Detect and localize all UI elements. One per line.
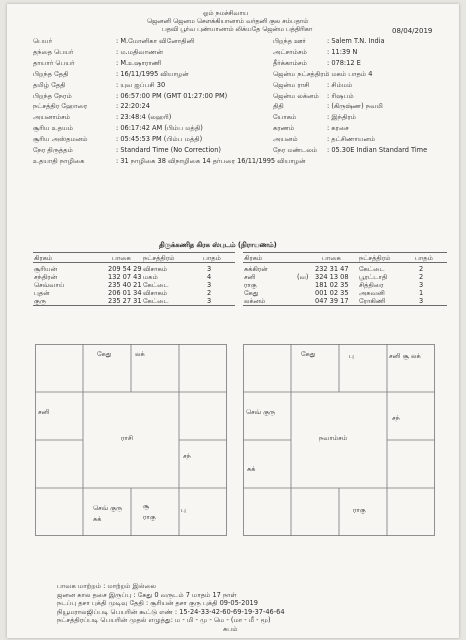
table-top-rule-right (243, 252, 447, 253)
detail-value: : 23:48:4 (லஹரி) (116, 113, 172, 122)
planet-padam: 2 (419, 273, 424, 281)
planet-name: கேது (244, 289, 259, 297)
detail-value: : 078:12 E (327, 58, 361, 67)
house-thulam (143, 502, 156, 521)
planet-nakshatra: விசாகம் (143, 265, 168, 273)
footer-line: சுபம் (223, 625, 238, 633)
detail-label: உதயாதி நாழிகை (33, 156, 85, 165)
rasi-chart (35, 344, 227, 536)
house-kanni (181, 506, 186, 514)
detail-value: : Standard Time (No Correction) (116, 146, 221, 154)
planet-nakshatra: பூரட்டாதி (359, 273, 388, 281)
planet-name: சூரியன் (34, 265, 58, 273)
detail-value: : தட்சிணாயனம் (327, 135, 376, 144)
house-mesham (301, 350, 316, 358)
house-rishabam (349, 352, 354, 360)
footer-line: பாவக மாற்றம் : மாற்றம் இல்லை (57, 582, 157, 590)
detail-label: ஜென்ம ராசி (273, 80, 310, 89)
table-top-rule-left (33, 252, 235, 253)
house-planets: பு (181, 506, 186, 514)
planet-degree: 209 54 29 (108, 265, 142, 273)
detail-value: : யுவ ஐப்பசி 30 (116, 80, 166, 89)
detail-label: ஜென்ம நட்சத்திரம் (273, 69, 329, 78)
detail-label: தாயார் பெயர் (33, 58, 75, 67)
house-planets: செவ் குரு (93, 504, 123, 512)
detail-label: சூரிய உதயம் (33, 124, 74, 133)
house-planets: சந் (183, 452, 191, 460)
planet-degree: 235 27 31 (108, 297, 142, 305)
horoscope-sheet (7, 4, 459, 638)
detail-value: : 11:39 N (327, 47, 358, 56)
planet-degree: 206 01 34 (108, 289, 142, 297)
header-invocation: ஓம் நமச்சிவாய (203, 9, 249, 17)
planet-degree: 232 31 47 (315, 265, 349, 273)
house-kumbam (38, 408, 50, 416)
header-graha: கிரகம் (244, 254, 263, 262)
rasi-center-label: ராசி (121, 434, 134, 442)
detail-value: : 31 நாழிகை 38 விநாழிகை 14 தர்பரை 16/11/1995 வியாழன் (116, 156, 306, 165)
table-header-rule-right (243, 262, 447, 263)
detail-label: கரணம் (273, 124, 295, 133)
detail-value: : M.மோனிகா வினோதினி (116, 37, 195, 45)
header-nakshatra: நட்சத்திரம் (143, 254, 175, 262)
planet-degree: 181 02 35 (315, 281, 349, 289)
planet-degree: 324 13 08 (315, 273, 349, 281)
house-kadagam (392, 414, 400, 422)
detail-label: பிறந்த ஊர் (273, 37, 306, 45)
detail-value: : மகம் பாதம் 4 (327, 69, 373, 78)
planet-name: குரு (34, 297, 46, 305)
detail-value: : கரசை (327, 124, 349, 133)
header-nakshatra: நட்சத்திரம் (359, 254, 391, 262)
table-bottom-rule-right (243, 305, 447, 306)
header-padam: பாதம் (415, 254, 433, 262)
planet-padam: 3 (207, 297, 212, 305)
table-header-rule-left (33, 262, 235, 263)
detail-label: நேர திருத்தம் (33, 146, 73, 154)
detail-value: : 05.30E Indian Standard Time (327, 146, 428, 154)
header-graha: கிரகம் (34, 254, 53, 262)
planet-padam: 2 (419, 265, 424, 273)
detail-value: : (கிருஷ்ண) நவமி (327, 102, 383, 111)
planet-nakshatra: சித்திரை (359, 281, 384, 289)
planet-nakshatra: கேட்டை (359, 265, 385, 273)
detail-label: அயனம் (273, 135, 298, 144)
house-kumbam (246, 408, 275, 416)
house-viruchigam (93, 504, 122, 523)
house-mesham (97, 350, 112, 358)
header-line-2: ஜெனனி ஜெனம சௌக்கியானாம் வர்தனி குல சம்பதாம் (147, 17, 309, 25)
header-date: 08/04/2019 (392, 27, 433, 35)
planet-padam: 3 (419, 281, 424, 289)
house-planets: சனி (38, 408, 50, 416)
house-planets: சூ (143, 502, 150, 510)
footer-line: நியூமராலஜிப்படி பெயரின் கூட்டு எண் : 15-24-33-42-60-69-19-37-46-64 (57, 607, 285, 616)
house-rishabam (135, 350, 145, 358)
detail-label: திதி (273, 102, 284, 111)
house-planets: லக் (135, 350, 145, 358)
detail-label: தந்தை பெயர் (33, 47, 74, 56)
house-planets: செவ் குரு (246, 408, 276, 416)
planet-degree: 132 07 43 (108, 273, 142, 281)
detail-label: அட்சாம்சம் (273, 47, 307, 56)
house-planets: சுக் (93, 515, 102, 523)
planet-name: செவ்வாய் (34, 281, 65, 289)
house-planets: பு (349, 352, 354, 360)
retrograde-flag: (வ) (297, 273, 309, 281)
planet-padam: 2 (207, 289, 212, 297)
detail-label: பிறந்த தேதி (33, 69, 69, 78)
house-planets: சந் (392, 414, 400, 422)
planet-name: சனி (244, 273, 256, 281)
planet-section-title: திருக்கணித கிரக ஸ்புடம் (நிராயணம்) (159, 241, 277, 249)
header-bhagai: பாகை (322, 254, 341, 262)
detail-value: : ம.மதிவாணன் (116, 47, 163, 56)
planet-nakshatra: விசாகம் (143, 289, 168, 297)
planet-degree: 235 40 21 (108, 281, 142, 289)
planet-degree: 047 39 17 (315, 297, 349, 305)
detail-value: : 16/11/1995 வியாழன் (116, 69, 189, 78)
footer-line: ஜனன கால தசை இருப்பு : கேது 0 வருடம் 7 மாதம் 17 நாள் (57, 590, 237, 599)
planet-nakshatra: ரோகிணி (359, 297, 386, 305)
planet-padam: 3 (207, 281, 212, 289)
planet-name: சந்திரன் (34, 273, 58, 281)
detail-value: : இந்திரம் (327, 113, 357, 122)
detail-label: ஜென்ம லக்னம் (273, 91, 319, 100)
planet-nakshatra: அசுவனி (359, 289, 385, 297)
detail-label: நேர மண்டலம் (273, 146, 318, 154)
planet-padam: 3 (419, 297, 424, 305)
detail-value: : 06:17:42 AM (பிம்ப மத்தி) (116, 124, 203, 133)
house-planets: சுக் (247, 465, 256, 473)
navamsa-center-label: நவாம்சம் (319, 434, 348, 442)
detail-value: : ரிஷபம் (327, 91, 354, 100)
planet-nakshatra: கேட்டை (143, 281, 169, 289)
house-makaram (247, 465, 256, 473)
detail-label: பிறந்த நேரம் (33, 91, 72, 100)
detail-label: சூரிய அஸ்தமனம் (33, 135, 88, 144)
header-padam: பாதம் (203, 254, 221, 262)
house-simmam (183, 452, 191, 460)
detail-value: : சிம்மம் (327, 80, 353, 89)
house-planets: ராகு (353, 506, 366, 514)
detail-value: : 22:20:24 (116, 102, 150, 111)
detail-value: : Salem T.N. India (327, 37, 385, 45)
detail-value: : M.உஷாராணி (116, 58, 162, 67)
planet-nakshatra: கேட்டை (143, 297, 169, 305)
detail-value: : 06:57:00 PM (GMT 01:27:00 PM) (116, 91, 228, 100)
detail-value: : 05:45:53 PM (பிம்ப மத்தி) (116, 135, 203, 144)
header-bhagai: பாகை (112, 254, 131, 262)
detail-label: நட்சத்திர ஹோரை (33, 102, 88, 111)
house-thulam (353, 506, 366, 514)
detail-label: அயனாம்சம் (33, 113, 71, 122)
footer-line: நடப்பு தசா புக்தி முடிவு தேதி : சூரியன் தசா குரு புக்தி 09-05-2019 (57, 599, 258, 608)
planet-name: ராகு (244, 281, 257, 289)
planet-name: புதன் (34, 289, 50, 297)
planet-degree: 001 02 35 (315, 289, 349, 297)
header-line-3: பதவி பூர்வ புண்யானாம் லிக்யதே ஜென்ம பத்திரிகா (162, 25, 313, 33)
detail-label: தீர்க்காம்சம் (273, 58, 307, 67)
table-bottom-rule-left (33, 305, 235, 306)
navamsa-chart (243, 344, 435, 536)
house-planets: கேது (301, 350, 316, 358)
detail-label: யோகம் (273, 113, 297, 122)
planet-name: சுக்கிரன் (244, 265, 268, 273)
planet-padam: 1 (419, 289, 424, 297)
detail-label: பெயர் (33, 37, 53, 45)
house-planets: சனி சூ லக் (389, 352, 421, 360)
planet-padam: 3 (207, 265, 212, 273)
house-planets: கேது (97, 350, 112, 358)
planet-padam: 4 (207, 273, 212, 281)
planet-name: லக்னம் (244, 297, 266, 305)
house-mithunam (389, 352, 421, 360)
house-planets: ராகு (143, 513, 156, 521)
footer-line: நட்சத்திரப்படி பெயரின் முதல் எழுத்து: ம - மி - மு - மெ - (மா - மீ - மூ) (57, 616, 271, 625)
planet-nakshatra: மகம் (143, 273, 158, 281)
detail-label: தமிழ் தேதி (33, 80, 66, 89)
